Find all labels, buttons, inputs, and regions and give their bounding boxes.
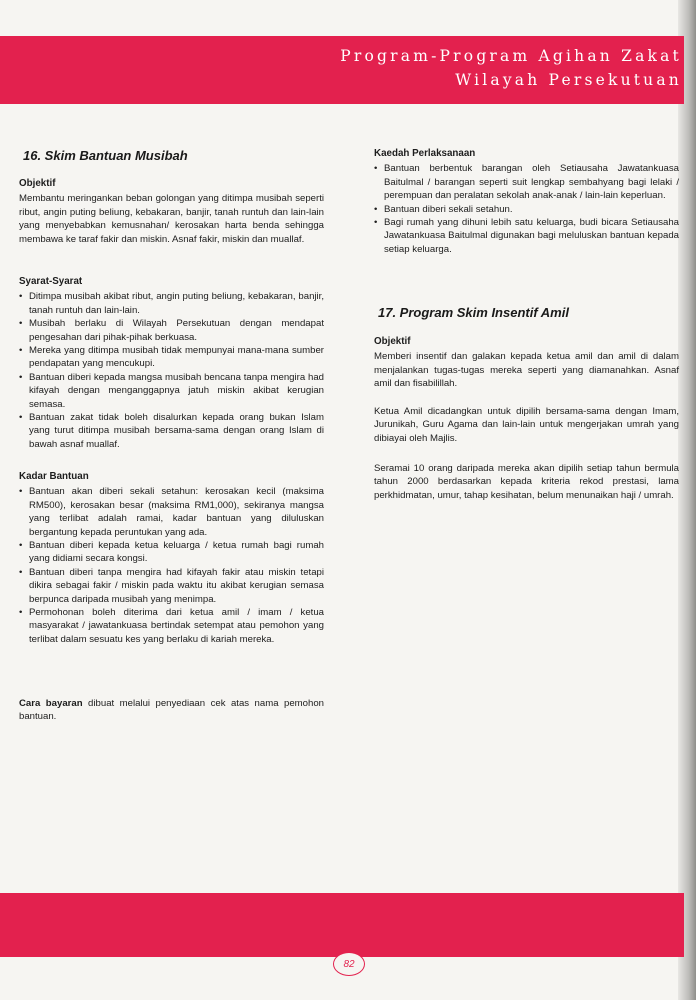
list-item: • Ditimpa musibah akibat ribut, angin puting beliung, kebakaran, banjir, tanah runtuh dan lain-lain.	[19, 290, 324, 317]
syarat-list	[19, 290, 324, 451]
header-title-line1: Program-Program Agihan Zakat	[340, 47, 682, 65]
header-title-line2: Wilayah Persekutuan	[455, 71, 682, 89]
section-17-objektif	[374, 335, 679, 391]
section-17-para2-block	[374, 405, 679, 445]
list-item: • Bantuan diberi kepada mangsa musibah bencana tanpa mengira had kifayah dengan menganggapnya jatuh miskin akibat kerugian semasa.	[19, 371, 324, 411]
list-item: • Bantuan zakat tidak boleh disalurkan kepada orang bukan Islam yang turut ditimpa musibah bersama-sama dengan orang Islam di bawah asnaf muallaf.	[19, 411, 324, 451]
page-number: 82	[333, 952, 365, 976]
kaedah-heading: Kaedah Perlaksanaan	[374, 148, 476, 159]
list-item: • Bagi rumah yang dihuni lebih satu keluarga, budi bicara Setiausaha Jawatankuasa Baitulmal digunakan bagi meluluskan bantuan kepada setiap keluarga.	[374, 216, 679, 256]
list-item: • Bantuan diberi kepada ketua keluarga / ketua rumah bagi rumah yang didiami secara kongsi.	[19, 539, 324, 566]
kadar-heading: Kadar Bantuan	[19, 471, 89, 482]
header-title	[340, 44, 682, 92]
list-item: • Musibah berlaku di Wilayah Persekutuan dengan mendapat pengesahan dari pihak-pihak berkuasa.	[19, 317, 324, 344]
list-item: • Bantuan berbentuk barangan oleh Setiausaha Jawatankuasa Baitulmal / barangan seperti suit lengkap sembahyang bagi lelaki / perempuan dan peralatan sekolah anak-anak / lain-lain keperluan.	[374, 162, 679, 202]
section-17-para3: Seramai 10 orang daripada mereka akan dipilih setiap tahun bermula tahun 2000 berdasarkan kepada kriteria rekod prestasi, lama perkhidmatan, umur, tahap kesihatan, belum menunaikan haji / umrah.	[374, 463, 679, 501]
page-binding-shadow	[678, 0, 696, 1000]
section-16-syarat	[19, 275, 324, 451]
cara-bayaran-text: dibuat melalui penyediaan cek atas nama pemohon bantuan.	[19, 698, 325, 723]
section-16-title: 16. Skim Bantuan Musibah	[23, 148, 188, 163]
syarat-heading: Syarat-Syarat	[19, 276, 83, 287]
section-17-para1: Memberi insentif dan galakan kepada ketua amil dan amil di dalam menjalankan tugas-tugas mereka seperti yang diamanahkan. Asnaf amil dan fisabilillah.	[374, 351, 679, 390]
cara-bayaran	[19, 697, 324, 724]
cara-bayaran-lead: Cara bayaran	[19, 698, 83, 709]
objektif-heading: Objektif	[374, 336, 411, 347]
list-item: • Permohonan boleh diterima dari ketua amil / imam / ketua masyarakat / jawatankuasa bertindak setempat atau pemohon yang terlibat dalam sesuatu kes yang berlaku di kariah mereka.	[19, 606, 324, 646]
list-item: • Bantuan diberi sekali setahun.	[374, 203, 679, 216]
list-item: • Bantuan akan diberi sekali setahun: kerosakan kecil (maksima RM500), kerosakan besar (maksima RM1,000), sekiranya mangsa yang terlibat adalah ramai, kadar bantuan yang diluluskan bergantung kepada peruntukan yang ada.	[19, 485, 324, 539]
kadar-list	[19, 485, 324, 646]
section-17-title: 17. Program Skim Insentif Amil	[378, 305, 569, 320]
list-item: • Bantuan diberi tanpa mengira had kifayah fakir atau miskin tetapi dikira sebagai fakir / miskin pada waktu itu akibat kerugian semasa berpunca daripada musibah yang menimpa.	[19, 566, 324, 606]
section-16-kadar	[19, 470, 324, 646]
kaedah-list	[374, 162, 679, 256]
objektif-heading: Objektif	[19, 178, 56, 189]
list-item: • Mereka yang ditimpa musibah tidak mempunyai mana-mana sumber pendapatan yang mencukupi.	[19, 344, 324, 371]
section-17-para2: Ketua Amil dicadangkan untuk dipilih bersama-sama dengan Imam, Jurunikah, Guru Agama dan lain-lain untuk mengerjakan umrah yang dibiayai oleh Majlis.	[374, 406, 679, 444]
section-16-objektif	[19, 177, 324, 246]
objektif-text: Membantu meringankan beban golongan yang ditimpa musibah seperti ribut, angin puting beliung, kebakaran, banjir, tanah runtuh dan lain-lain yang menyebabkan kemusnahan/ kerosakan harta benda sehingga membawa ke taraf fakir dan miskin. Asnaf fakir, miskin dan muallaf.	[19, 193, 324, 245]
section-17-para3-block	[374, 462, 679, 502]
footer-band	[0, 893, 684, 957]
kaedah-perlaksanaan	[374, 147, 679, 256]
